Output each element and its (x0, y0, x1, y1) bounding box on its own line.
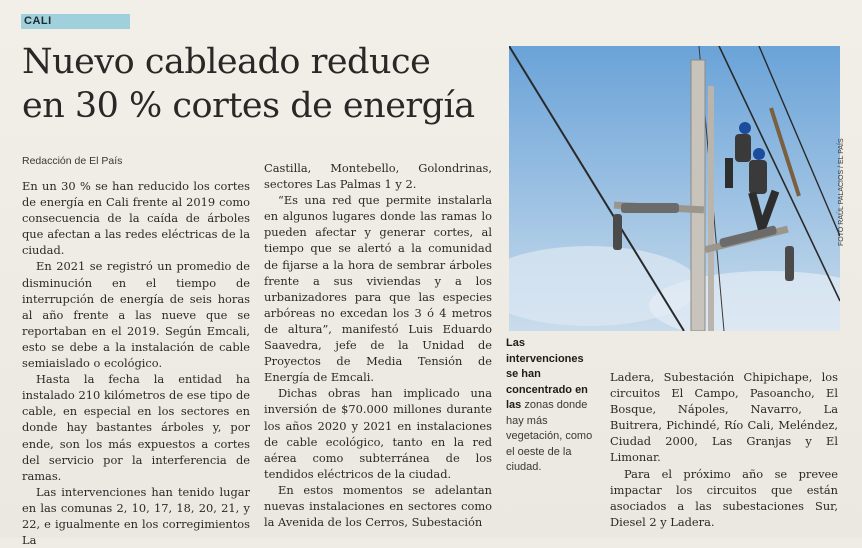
article-photo (509, 46, 840, 331)
caption-text: zonas donde hay más vegetación, como el oeste de la ciudad. (506, 399, 593, 473)
hanging-insulator (785, 246, 794, 281)
paragraph: Las intervenciones han tenido lugar en las comunas 2, 10, 17, 18, 20, 21, y 22, e igualmente en los corregimientos La (22, 484, 250, 548)
paragraph: Castilla, Montebello, Golondrinas, sectores Las Palmas 1 y 2. (264, 161, 492, 192)
paragraph: En 2021 se registró un promedio de disminución en el tiempo de interrupción de energía de seis horas al año frente a las nueve que se reportaban en el 2019. Según Emcali, esto se debe a la instalación de cable semiaislado o ecológico. (22, 259, 250, 371)
byline: Redacción de El País (22, 155, 123, 167)
article-column-1 (22, 178, 250, 548)
headline-line-1: Nuevo cableado reduce (22, 42, 431, 82)
paragraph: Hasta la fecha la entidad ha instalado 210 kilómetros de ese tipo de cable, en especial en los sectores en donde hay bastantes árboles y, por ende, son los más expuestos a cortes del servicio por la interferencia de ramas. (22, 372, 250, 483)
headline (22, 40, 502, 128)
paragraph: Para el próximo año se prevee impactar los circuitos que están asociados a las subestaciones Sur, Diesel 2 y Ladera. (610, 466, 838, 529)
hanging-insulator (613, 214, 622, 250)
paragraph: Ladera, Subestación Chipichape, los circuitos El Campo, Pasoancho, El Bosque, Nápoles, Navarro, La Buitrera, Pichindé, Río Cali, Meléndez, Ciudad 2000, Las Granjas y El Limonar. (610, 370, 838, 465)
headline-line-2: en 30 % cortes de energía (22, 86, 475, 126)
paragraph: En estos momentos se adelantan nuevas instalaciones en sectores como la Avenida de los Cerros, Subestación (264, 482, 492, 530)
paragraph: “Es una red que permite instalarla en algunos lugares donde las ramas lo pueden afectar y generar cortes, al tiempo que se alertó a la comunidad de fijarse a la hora de sembrar árboles frente a sus viviendas y a los urbanizadores para que las especies arbóreas no excedan los 3 ó 4 metros de altura”, manifestó Luis Eduardo Saavedra, jefe de la Unidad de Proyectos de Media Tensión de Energía de Emcali. (264, 193, 492, 385)
section-tag: CALI (21, 14, 130, 29)
utility-pole (691, 60, 705, 331)
paragraph: Dichas obras han implicado una inversión de $70.000 millones durante los años 2020 y 2021 en instalaciones de cable ecológico, tanto en la red aérea como subterránea de los tendidos eléctricos de la ciudad. (264, 386, 492, 481)
electric-workers-photo (509, 46, 840, 331)
utility-pole-bracket (708, 86, 714, 331)
article-column-3 (610, 369, 838, 530)
article-column-2 (264, 160, 492, 530)
caption-lead: Las intervenciones se han concentrado en las (506, 337, 588, 411)
photo-credit: FOTO RAÚL PALACIOS / EL PAÍS (838, 138, 845, 246)
paragraph: En un 30 % se han reducido los cortes de energía en Cali frente al 2019 como consecuencia de la caída de árboles que afectan a las redes eléctricas de la ciudad. (22, 179, 250, 258)
photo-caption (506, 336, 598, 476)
